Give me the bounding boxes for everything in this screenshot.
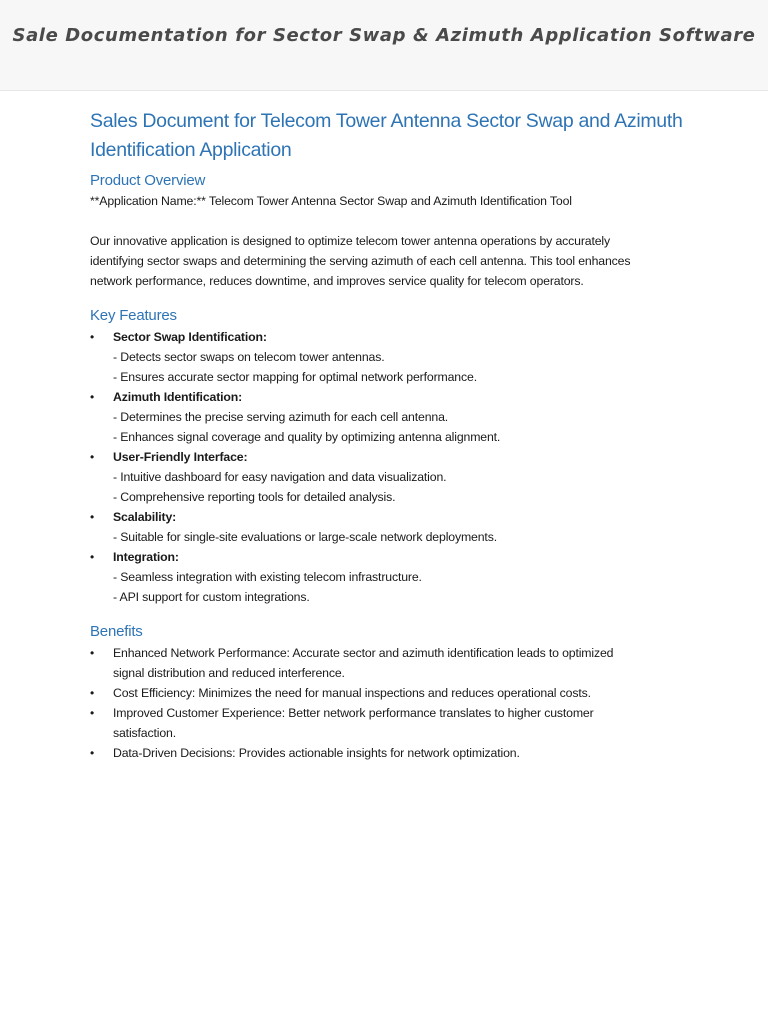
document-header-bar (0, 0, 768, 91)
list-item (90, 547, 690, 607)
feature-name: User-Friendly Interface: (113, 450, 248, 464)
description-line: identifying sector swaps and determining the serving azimuth of each cell antenna. This tool enhances (90, 254, 631, 268)
feature-name: Scalability: (113, 510, 177, 524)
section-heading-product-overview: Product Overview (90, 172, 206, 189)
feature-point: - Ensures accurate sector mapping for optimal network performance. (113, 370, 477, 384)
bullet-icon: • (90, 746, 95, 760)
document-body (90, 107, 690, 763)
bullet-icon: • (90, 646, 95, 660)
feature-name: Integration: (113, 550, 179, 564)
description-line: Our innovative application is designed to optimize telecom tower antenna operations by accurately (90, 234, 610, 248)
feature-point: - Detects sector swaps on telecom tower antennas. (113, 350, 385, 364)
list-item (90, 387, 690, 447)
feature-point: - Enhances signal coverage and quality by optimizing antenna alignment. (113, 430, 501, 444)
benefits-list (90, 643, 690, 763)
list-item (90, 683, 690, 703)
overview-description (90, 231, 690, 291)
bullet-icon: • (90, 450, 95, 464)
bullet-icon: • (90, 390, 95, 404)
list-item (90, 447, 690, 507)
feature-point: - Seamless integration with existing telecom infrastructure. (113, 570, 422, 584)
bullet-icon: • (90, 330, 95, 344)
section-heading-benefits: Benefits (90, 623, 143, 640)
document-title-line: Identification Application (90, 139, 292, 161)
feature-point: - Determines the precise serving azimuth for each cell antenna. (113, 410, 449, 424)
benefit-text: Data-Driven Decisions: Provides actionable insights for network optimization. (113, 746, 520, 760)
benefit-text: Cost Efficiency: Minimizes the need for manual inspections and reduces operational costs. (113, 686, 591, 700)
feature-point: - Suitable for single-site evaluations or large-scale network deployments. (113, 530, 497, 544)
benefit-text: signal distribution and reduced interference. (113, 666, 345, 680)
application-name-line: **Application Name:** Telecom Tower Antenna Sector Swap and Azimuth Identification Tool (90, 194, 572, 208)
feature-point: - Intuitive dashboard for easy navigation and data visualization. (113, 470, 447, 484)
bullet-icon: • (90, 706, 95, 720)
list-item (90, 327, 690, 387)
document-title-line: Sales Document for Telecom Tower Antenna Sector Swap and Azimuth (90, 110, 683, 132)
list-item (90, 743, 690, 763)
feature-point: - API support for custom integrations. (113, 590, 310, 604)
bullet-icon: • (90, 550, 95, 564)
benefit-text: satisfaction. (113, 726, 176, 740)
list-item (90, 507, 690, 547)
feature-name: Sector Swap Identification: (113, 330, 267, 344)
header-title: Sale Documentation for Sector Swap & Azimuth Application Software (12, 25, 756, 46)
bullet-icon: • (90, 510, 95, 524)
key-features-list (90, 327, 690, 607)
benefit-text: Enhanced Network Performance: Accurate sector and azimuth identification leads to optimized (113, 646, 614, 660)
list-item (90, 643, 690, 683)
document-title (90, 107, 690, 165)
description-line: network performance, reduces downtime, and improves service quality for telecom operators. (90, 274, 584, 288)
feature-point: - Comprehensive reporting tools for detailed analysis. (113, 490, 396, 504)
list-item (90, 703, 690, 743)
benefit-text: Improved Customer Experience: Better network performance translates to higher customer (113, 706, 594, 720)
section-heading-key-features: Key Features (90, 307, 177, 324)
bullet-icon: • (90, 686, 95, 700)
feature-name: Azimuth Identification: (113, 390, 243, 404)
